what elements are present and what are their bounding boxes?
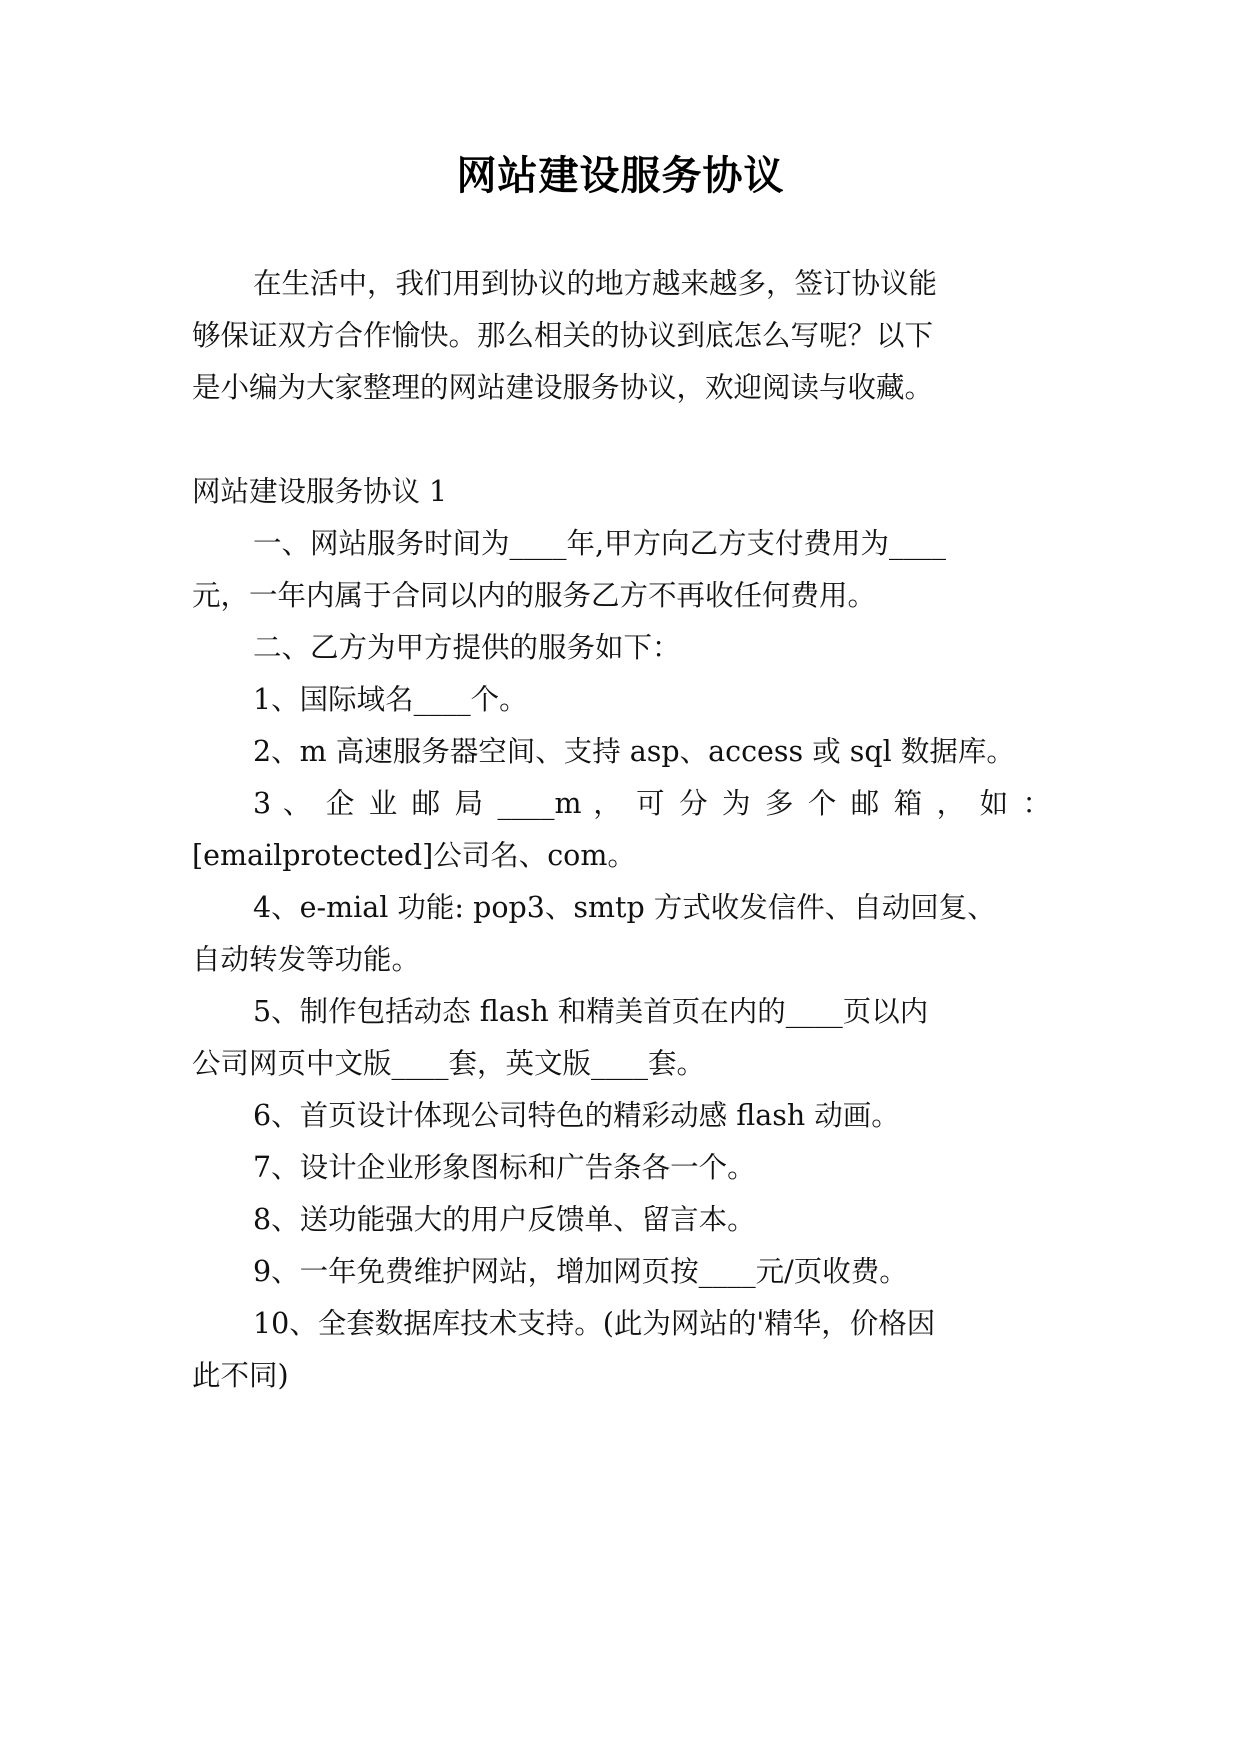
service-item-5-line-1: 5、制作包括动态 flash 和精美首页在内的____页以内 [253,995,929,1028]
clause-1-line-2: 元，一年内属于合同以内的服务乙方不再收任何费用。 [192,579,877,612]
service-item-1: 1、国际域名____个。 [253,683,528,716]
clause-2: 二、乙方为甲方提供的服务如下： [253,631,681,664]
intro-line-3: 是小编为大家整理的网站建设服务协议，欢迎阅读与收藏。 [192,371,934,404]
service-item-10-line-1: 10、全套数据库技术支持。(此为网站的'精华，价格因 [253,1307,936,1340]
service-item-5-line-2: 公司网页中文版____套，英文版____套。 [192,1047,706,1080]
service-item-2: 2、m 高速服务器空间、支持 asp、access 或 sql 数据库。 [253,735,1015,768]
service-item-3-line-2: [emailprotected]公司名、com。 [192,839,636,872]
service-item-7: 7、设计企业形象图标和广告条各一个。 [253,1151,756,1184]
service-item-10-line-2: 此不同) [192,1359,289,1392]
service-item-8: 8、送功能强大的用户反馈单、留言本。 [253,1203,756,1236]
service-item-3-line-1: 3 、 企 业 邮 局 ____m ， 可 分 为 多 个 邮 箱 ， 如 ： [253,787,1051,820]
document-title: 网站建设服务协议 [456,153,785,199]
intro-line-2: 够保证双方合作愉快。那么相关的协议到底怎么写呢？以下 [192,319,934,352]
clause-1-line-1: 一、网站服务时间为____年,甲方向乙方支付费用为____ [253,527,947,560]
service-item-9: 9、一年免费维护网站，增加网页按____元/页收费。 [253,1255,908,1288]
service-item-4-line-2: 自动转发等功能。 [192,943,421,976]
section-heading: 网站建设服务协议 1 [192,475,448,508]
service-item-4-line-1: 4、e-mial 功能: pop3、smtp 方式收发信件、自动回复、 [253,891,996,924]
service-item-6: 6、首页设计体现公司特色的精彩动感 flash 动画。 [253,1099,900,1132]
intro-line-1: 在生活中，我们用到协议的地方越来越多，签订协议能 [253,267,938,300]
